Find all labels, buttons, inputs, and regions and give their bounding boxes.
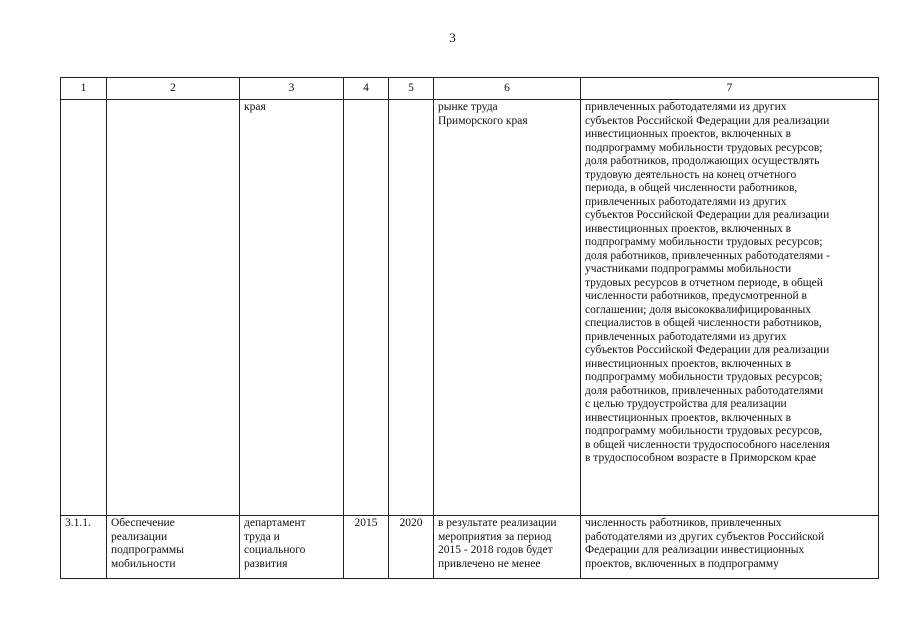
cell-text-line: мероприятия за период xyxy=(438,530,552,543)
cell-text-line: субъектов Российской Федерации для реализации xyxy=(585,209,830,221)
cell-text-line: реализации xyxy=(111,530,168,543)
header-row xyxy=(61,78,879,100)
cell-responsible xyxy=(240,516,344,579)
cell-expected-result xyxy=(434,516,581,579)
cell-text-line: инвестиционных проектов, включенных в xyxy=(585,222,792,235)
cell-start-year xyxy=(344,516,389,579)
cell-text-line: края xyxy=(244,101,266,113)
cell-text-line: подпрограмму мобильности трудовых ресурсов; xyxy=(585,236,823,248)
table-row xyxy=(61,100,879,516)
cell-text-line: в результате реализации xyxy=(438,517,557,529)
cell-text-line: мобильности xyxy=(111,557,176,570)
header-col-2: 2 xyxy=(107,78,240,100)
cell-text-line: 2015 xyxy=(354,517,378,529)
cell-indicators xyxy=(581,516,879,579)
cell-text-line: развития xyxy=(244,557,288,570)
cell-expected-result xyxy=(434,100,581,516)
cell-text-line: подпрограмму мобильности трудовых ресурсов, xyxy=(585,425,823,437)
header-col-4: 4 xyxy=(344,78,389,100)
table-row xyxy=(61,516,879,579)
cell-text-line: инвестиционных проектов, включенных в xyxy=(585,411,792,424)
cell-text-line: участниками подпрограммы мобильности xyxy=(585,263,792,275)
cell-text-line: доля работников, привлеченных работодателями - xyxy=(585,249,830,262)
cell-text-line: трудовую деятельность на конец отчетного xyxy=(585,168,797,181)
cell-text-line: 3.1.1. xyxy=(65,517,91,529)
cell-text-line: привлеченных работодателями из других xyxy=(585,330,787,343)
cell-text-line: Обеспечение xyxy=(111,517,175,529)
cell-text-line: подпрограмму мобильности трудовых ресурсов; xyxy=(585,141,823,154)
cell-text-line: с целью трудоустройства для реализации xyxy=(585,398,787,410)
cell-text-line: привлеченных работодателями из других xyxy=(585,101,787,113)
cell-end-year xyxy=(389,516,434,579)
cell-text-line: подпрограмму мобильности трудовых ресурсов; xyxy=(585,371,823,383)
cell-text-line: департамент xyxy=(244,517,306,529)
page-number: 3 xyxy=(449,30,456,45)
cell-text-line: трудовых ресурсов в отчетном периоде, в общей xyxy=(585,276,823,289)
cell-text-line: соглашении; доля высококвалифицированных xyxy=(585,303,811,316)
header-col-7: 7 xyxy=(581,78,879,100)
cell-text-line: численности работников, предусмотренной в xyxy=(585,290,807,302)
cell-text-line: рынке труда xyxy=(438,101,498,113)
cell-text-line: в общей численности трудоспособного населения xyxy=(585,438,830,451)
cell-text-line: специалистов в общей численности работников, xyxy=(585,317,822,329)
cell-text-line: 2020 xyxy=(399,517,423,529)
cell-text-line: проектов, включенных в подпрограмму xyxy=(585,557,779,570)
cell-number xyxy=(61,100,107,516)
cell-responsible xyxy=(240,100,344,516)
cell-text-line: подпрограммы xyxy=(111,544,184,556)
cell-text-line: Федерации для реализации инвестиционных xyxy=(585,544,805,556)
cell-text-line: социального xyxy=(244,544,306,556)
header-col-3: 3 xyxy=(240,78,344,100)
cell-text-line: инвестиционных проектов, включенных в xyxy=(585,128,792,140)
cell-text-line: субъектов Российской Федерации для реализации xyxy=(585,114,830,127)
cell-text-line: Приморского края xyxy=(438,114,528,127)
cell-text-line: численность работников, привлеченных xyxy=(585,517,782,529)
cell-text-line: труда и xyxy=(244,530,280,543)
header-col-6: 6 xyxy=(434,78,581,100)
cell-text-line: работодателями из других субъектов Российской xyxy=(585,530,825,543)
program-table xyxy=(60,77,879,579)
cell-text-line: доля работников, привлеченных работодателями xyxy=(585,384,824,397)
cell-event-name xyxy=(107,516,240,579)
header-col-5: 5 xyxy=(389,78,434,100)
cell-number xyxy=(61,516,107,579)
cell-text-line: привлеченных работодателями из других xyxy=(585,195,787,208)
cell-end-year xyxy=(389,100,434,516)
cell-text-line: доля работников, продолжающих осуществлять xyxy=(585,155,820,167)
cell-text-line: периода, в общей численности работников, xyxy=(585,182,798,194)
cell-text-line: в трудоспособном возрасте в Приморском крае xyxy=(585,452,817,464)
cell-text-line: субъектов Российской Федерации для реализации xyxy=(585,344,830,356)
cell-text-line: инвестиционных проектов, включенных в xyxy=(585,357,792,370)
cell-text-line: привлечено не менее xyxy=(438,557,541,570)
header-col-1: 1 xyxy=(61,78,107,100)
cell-indicators xyxy=(581,100,879,516)
cell-event-name xyxy=(107,100,240,516)
cell-text-line: 2015 - 2018 годов будет xyxy=(438,544,553,556)
cell-start-year xyxy=(344,100,389,516)
